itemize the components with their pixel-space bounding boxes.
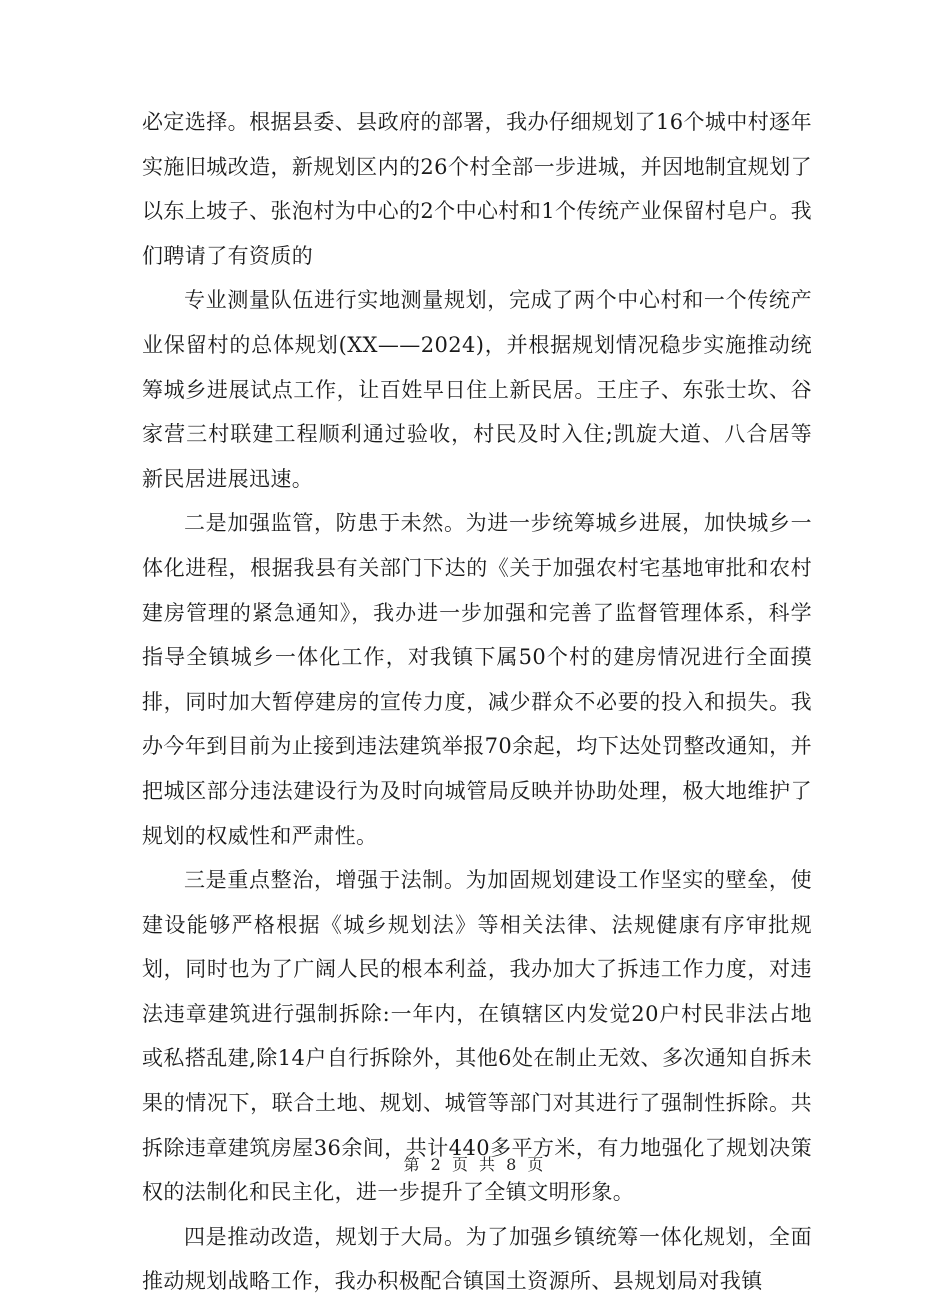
paragraph-supervision: 二是加强监管，防患于未然。为进一步统筹城乡进展，加快城乡一体化进程，根据我县有关部门下达的《关于加强农村宅基地审批和农村建房管理的紧急通知》，我办进一步加强和完善了监督管理体系，科学指导全镇城乡一体化工作，对我镇下属50个村的建房情况进行全面摸排，同时加大暂停建房的宣传力度，减少群众不必要的投入和损失。我办今年到目前为止接到违法建筑举报70余起，均下达处罚整改通知，并把城区部分违法建设行为及时向城管局反映并协助处理，极大地维护了规划的权威性和严肃性。 (142, 511, 812, 848)
paragraph-survey-planning: 专业测量队伍进行实地测量规划，完成了两个中心村和一个传统产业保留村的总体规划(XX——2024)，并根据规划情况稳步实施推动统筹城乡进展试点工作，让百姓早日住上新民居。王庄子、东张士坎、谷家营三村联建工程顺利通过验收，村民及时入住;凯旋大道、八合居等新民居进展迅速。 (142, 288, 812, 491)
paragraph-continuation: 必定选择。根据县委、县政府的部署，我办仔细规划了16个城中村逐年实施旧城改造，新规划区内的26个村全部一步进城，并因地制宜规划了以东上坡子、张泡村为中心的2个中心村和1个传统产业保留村皂户。我们聘请了有资质的 (142, 110, 812, 268)
paragraph-rectification: 三是重点整治，增强于法制。为加固规划建设工作坚实的壁垒，使建设能够严格根据《城乡规划法》等相关法律、法规健康有序审批规划，同时也为了广阔人民的根本利益，我办加大了拆违工作力度，对违法违章建筑进行强制拆除:一年内，在镇辖区内发觉20户村民非法占地或私搭乱建,除14户自行拆除外，其他6处在制止无效、多次通知自拆未果的情况下，联合土地、规划、城管等部门对其进行了强制性拆除。共拆除违章建筑房屋36余间，共计440多平方米，有力地强化了规划决策权的法制化和民主化，进一步提升了全镇文明形象。 (142, 868, 812, 1205)
page-number-footer: 第 2 页 共 8 页 (403, 1155, 547, 1174)
document-body (142, 100, 812, 1304)
paragraph-reform: 四是推动改造，规划于大局。为了加强乡镇统筹一体化规划，全面推动规划战略工作，我办积极配合镇国土资源所、县规划局对我镇 (142, 1224, 812, 1294)
